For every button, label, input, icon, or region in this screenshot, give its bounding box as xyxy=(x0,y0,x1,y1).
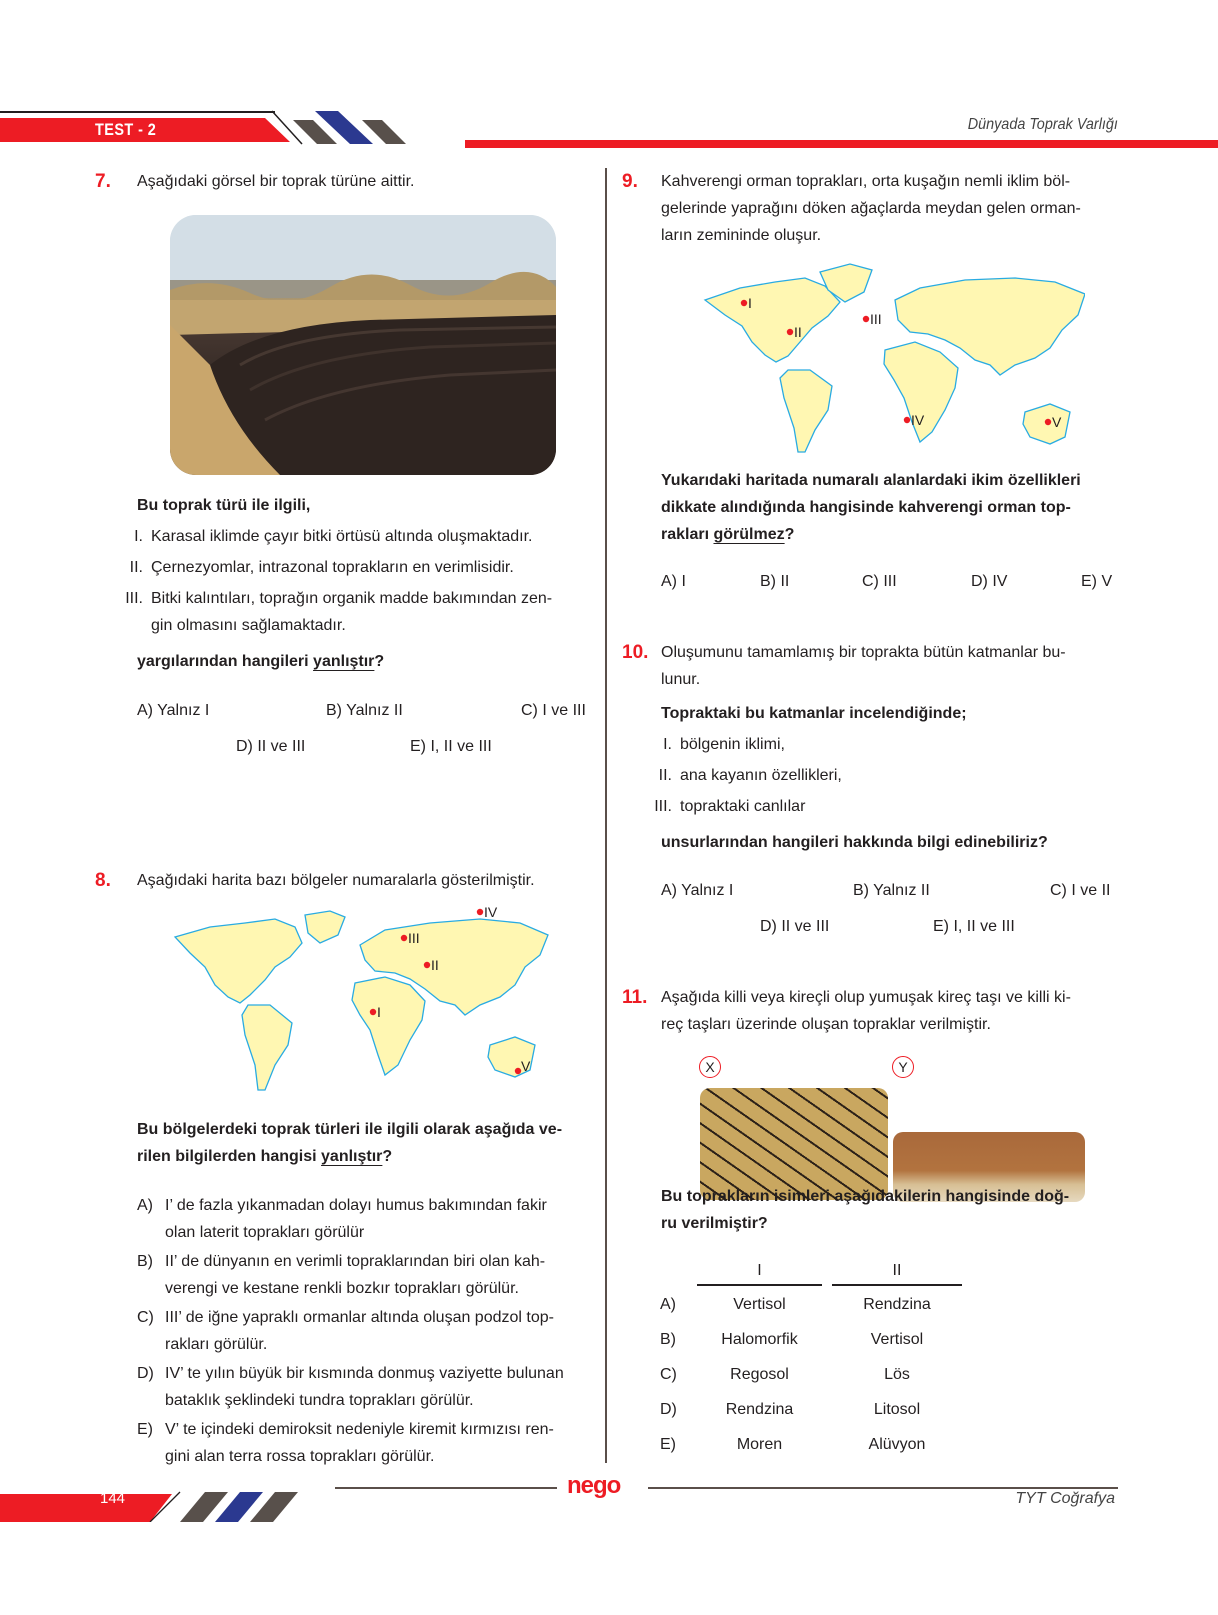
option-a[interactable]: A) I xyxy=(661,573,686,590)
marker-i xyxy=(370,1009,376,1015)
map-label: II xyxy=(794,324,802,340)
emphasis-underline: yanlıştır xyxy=(321,1148,383,1165)
option-d[interactable]: D) II ve III xyxy=(236,738,306,755)
map-label: V xyxy=(521,1058,531,1074)
row-cell-ii: Rendzina xyxy=(863,1296,931,1313)
row-cell-i: Halomorfik xyxy=(721,1331,798,1348)
option-e[interactable]: E) V xyxy=(1081,573,1113,590)
row-cell-ii: Lös xyxy=(884,1366,910,1383)
statement-item: II. ana kayanın özellikleri, xyxy=(658,767,842,784)
row-cell-i: Vertisol xyxy=(733,1296,786,1313)
option-d[interactable]: D) IV xyxy=(971,573,1008,590)
greenland xyxy=(305,911,345,943)
option-e[interactable]: E) V’ te içindeki demiroksit nedeniyle kiremit kırmızısı ren- gini alan terra rossa toprakları görülür. xyxy=(137,1421,554,1465)
question-stem: yargılarından hangileri yanlıştır? xyxy=(137,653,385,670)
marker-i xyxy=(741,300,747,306)
africa xyxy=(352,977,425,1075)
continents xyxy=(705,264,1085,452)
option-b[interactable]: B) Yalnız II xyxy=(853,882,930,899)
row-key[interactable]: C) xyxy=(660,1366,677,1383)
option-a[interactable]: A) I’ de fazla yıkanmadan dolayı humus bakımından fakir olan laterit toprakları görülür xyxy=(137,1197,547,1241)
option-d[interactable]: D) IV’ te yılın büyük bir kısmında donmuş vaziyette bulunan bataklık şeklindeki tundra toprakları görülür. xyxy=(137,1365,564,1409)
question-number: 7. xyxy=(95,171,111,192)
south-america xyxy=(780,370,832,452)
row-key[interactable]: E) xyxy=(660,1436,676,1453)
book-title: TYT Coğrafya xyxy=(1015,1490,1115,1507)
question-stem: Bu toprakların isimleri aşağıdakilerin hangisinde doğ- ru verilmiştir? xyxy=(661,1188,1070,1232)
continents xyxy=(175,911,548,1090)
test-label: TEST - 2 xyxy=(95,120,157,139)
statement-list xyxy=(650,731,842,820)
header-stripes xyxy=(265,108,465,148)
statement-item: I. Karasal iklimde çayır bitki örtüsü altında oluşmaktadır. xyxy=(134,528,533,545)
statement-list xyxy=(115,523,552,639)
statement-item: III. topraktaki canlılar xyxy=(654,798,806,815)
map-label: IV xyxy=(484,905,498,920)
question-number: 11. xyxy=(622,987,648,1008)
option-c[interactable]: C) I ve II xyxy=(1050,882,1111,899)
header-red-rule xyxy=(465,140,1218,148)
header-rule-ii xyxy=(832,1284,962,1286)
question-number: 10. xyxy=(622,642,649,663)
row-cell-i: Rendzina xyxy=(725,1401,794,1418)
map-label: III xyxy=(408,930,420,946)
option-list xyxy=(137,1192,597,1470)
footer-rule-left xyxy=(335,1487,557,1489)
footer-red-band xyxy=(0,1494,172,1522)
column-divider xyxy=(605,168,607,1463)
map-label: I xyxy=(748,295,752,311)
row-key[interactable]: D) xyxy=(660,1401,677,1418)
table-header-i: I xyxy=(757,1262,762,1279)
question-lead: Bu toprak türü ile ilgili, xyxy=(137,497,311,514)
option-d[interactable]: D) II ve III xyxy=(760,918,830,935)
marker-iv xyxy=(477,909,483,915)
option-c[interactable]: C) III’ de iğne yapraklı ormanlar altında oluşan podzol top- rakları görülür. xyxy=(137,1309,554,1353)
header-thin-stripe xyxy=(272,111,302,144)
marker-iii xyxy=(863,316,869,322)
map-label: III xyxy=(870,311,882,327)
option-a[interactable]: A) Yalnız I xyxy=(661,882,734,899)
option-b[interactable]: B) Yalnız II xyxy=(326,702,403,719)
statement-item: III. Bitki kalıntıları, toprağın organik madde bakımından zen- gin olmasını sağlamaktadır. xyxy=(125,590,553,634)
publisher-logo: nego xyxy=(567,1472,621,1499)
question-intro: Aşağıdaki görsel bir toprak türüne aittir. xyxy=(137,173,415,190)
emphasis-underline: yanlıştır xyxy=(313,653,375,670)
map-label: IV xyxy=(911,412,925,428)
option-c[interactable]: C) I ve III xyxy=(521,702,586,719)
south-america xyxy=(242,1005,292,1090)
row-cell-i: Regosol xyxy=(730,1366,789,1383)
question-stem: Yukarıdaki haritada numaralı alanlardaki ikim özellikleri dikkate alındığında hangisinde kahverengi orman top- rakları görülmez? xyxy=(661,472,1081,543)
row-key[interactable]: B) xyxy=(660,1331,676,1348)
row-cell-i: Moren xyxy=(736,1436,783,1453)
world-map-q9 xyxy=(700,260,1085,455)
question-stem: unsurlarından hangileri hakkında bilgi edinebiliriz? xyxy=(661,834,1048,851)
row-cell-ii: Vertisol xyxy=(870,1331,924,1348)
option-c[interactable]: C) III xyxy=(862,573,897,590)
question-number: 9. xyxy=(622,171,638,192)
option-b[interactable]: B) II’ de dünyanın en verimli topraklarından biri olan kah- verengi ve kestane renkli bozkır toprakları görülür. xyxy=(137,1253,546,1297)
row-cell-ii: Alüvyon xyxy=(868,1436,926,1453)
row-cell-ii: Litosol xyxy=(873,1401,921,1418)
table-header-ii: II xyxy=(892,1262,902,1279)
statement-item: I. bölgenin iklimi, xyxy=(663,736,785,753)
image-label-y: Y xyxy=(892,1056,914,1078)
option-b[interactable]: B) II xyxy=(760,573,790,590)
world-map-q8 xyxy=(170,905,550,1095)
marker-ii xyxy=(424,962,430,968)
map-label: V xyxy=(1052,414,1062,430)
option-e[interactable]: E) I, II ve III xyxy=(933,918,1015,935)
question-lead: Topraktaki bu katmanlar incelendiğinde; xyxy=(661,705,967,722)
question-intro: Kahverengi orman toprakları, orta kuşağın nemli iklim böl- gelerinde yaprağını döken ağaçlarda meydan gelen orman- ların zemininde oluşur. xyxy=(661,173,1081,244)
option-a[interactable]: A) Yalnız I xyxy=(137,702,210,719)
question-intro: Oluşumunu tamamlamış bir toprakta bütün katmanlar bu- lunur. xyxy=(661,644,1066,688)
soil-photo xyxy=(170,215,556,475)
chernozem-field-illustration xyxy=(170,215,556,475)
topic-title: Dünyada Toprak Varlığı xyxy=(967,116,1118,133)
row-key[interactable]: A) xyxy=(660,1296,676,1313)
emphasis-underline: görülmez xyxy=(713,526,785,543)
map-label: II xyxy=(431,957,439,973)
page-number: 144 xyxy=(100,1490,126,1507)
footer-rule-right xyxy=(648,1487,1118,1489)
question-intro: Aşağıdaki harita bazı bölgeler numaralarla gösterilmiştir. xyxy=(137,872,535,889)
marker-ii xyxy=(787,329,793,335)
north-america xyxy=(175,919,302,1003)
north-america xyxy=(705,278,840,362)
question-intro: Aşağıda killi veya kireçli olup yumuşak kireç taşı ve killi ki- reç taşları üzerinde oluşan topraklar verilmiştir. xyxy=(661,989,1071,1033)
marker-iii xyxy=(401,935,407,941)
option-e[interactable]: E) I, II ve III xyxy=(410,738,492,755)
map-label: I xyxy=(377,1004,381,1020)
question-number: 8. xyxy=(95,870,111,891)
header-rule-left xyxy=(0,111,275,113)
header-rule-i xyxy=(697,1284,822,1286)
statement-item: II. Çernezyomlar, intrazonal toprakların en verimlisidir. xyxy=(129,559,514,576)
image-label-x: X xyxy=(699,1056,721,1078)
marker-v xyxy=(1045,419,1051,425)
question-stem: Bu bölgelerdeki toprak türleri ile ilgili olarak aşağıda ve- rilen bilgilerden hangisi yanlıştır? xyxy=(137,1121,563,1165)
marker-iv xyxy=(904,417,910,423)
